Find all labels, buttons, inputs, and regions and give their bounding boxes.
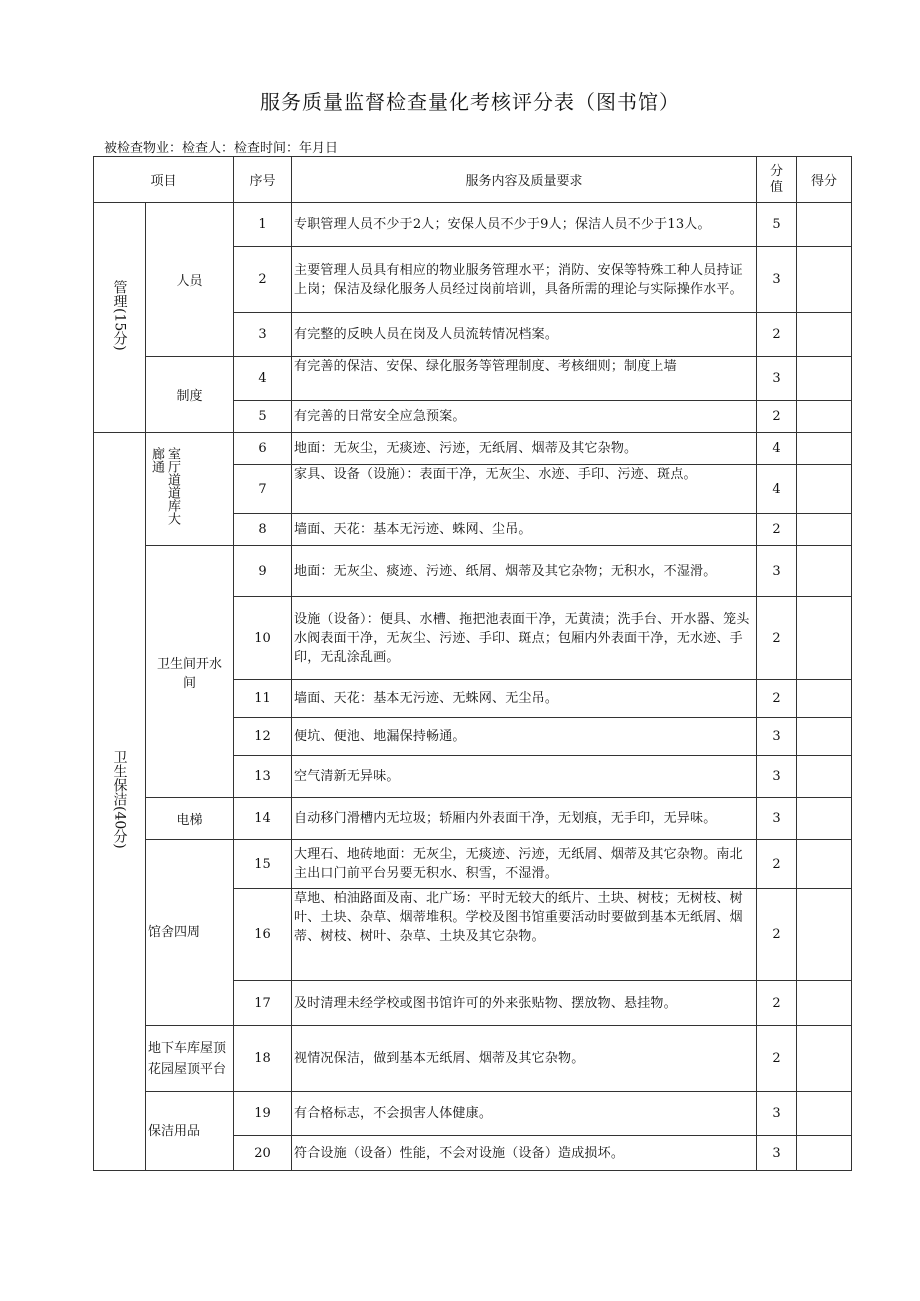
document-title: 服务质量监督检查量化考核评分表（图书馆） [260,90,680,114]
table-row [94,433,852,465]
corridor-label-right: 室厅道道库大 [165,447,180,525]
scoring-table [93,156,852,1171]
row-weight: 3 [757,756,797,798]
table-row [94,840,852,889]
row-weight: 3 [757,718,797,756]
row-no: 2 [234,247,292,313]
row-score-cell[interactable] [797,889,852,981]
section-management-label: 管理(15分) [111,280,128,351]
header-score: 得分 [797,157,852,203]
row-content: 家具、设备（设施）：表面干净，无灰尘、水迹、手印、污迹、斑点。 [292,465,757,514]
row-weight: 2 [757,981,797,1026]
row-score-cell[interactable] [797,981,852,1026]
header-weight-line2: 值 [770,179,784,195]
row-score-cell[interactable] [797,465,852,514]
row-content: 墙面、天花：基本无污迹、无蛛网、无尘吊。 [292,680,757,718]
row-weight: 3 [757,357,797,401]
header-weight [757,157,797,203]
table-row [94,798,852,840]
row-score-cell[interactable] [797,1136,852,1171]
row-content: 及时清理未经学校或图书馆许可的外来张贴物、摆放物、悬挂物。 [292,981,757,1026]
table-row [94,203,852,247]
row-weight: 2 [757,889,797,981]
row-weight: 3 [757,247,797,313]
row-score-cell[interactable] [797,514,852,546]
row-no: 4 [234,357,292,401]
subcategory-supplies: 保洁用品 [146,1092,234,1171]
row-content: 设施（设备）：便具、水槽、拖把池表面干净，无黄渍；洗手台、开水器、笼头水阀表面干净，无灰尘、污迹、手印、斑点；包厢内外表面干净，无水迹、手印，无乱涂乱画。 [292,597,757,680]
header-seq: 序号 [234,157,292,203]
row-content: 专职管理人员不少于2人；安保人员不少于9人；保洁人员不少于13人。 [292,203,757,247]
row-content: 自动移门滑槽内无垃圾；轿厢内外表面干净，无划痕，无手印，无异味。 [292,798,757,840]
header-item: 项目 [94,157,234,203]
row-score-cell[interactable] [797,597,852,680]
row-no: 14 [234,798,292,840]
subcategory-surroundings: 馆舍四周 [146,840,234,1026]
row-content: 墙面、天花：基本无污迹、蛛网、尘吊。 [292,514,757,546]
row-score-cell[interactable] [797,756,852,798]
row-no: 13 [234,756,292,798]
row-content: 大理石、地砖地面：无灰尘，无痰迹、污迹，无纸屑、烟蒂及其它杂物。南北主出口门前平台另要无积水、积雪，不湿滑。 [292,840,757,889]
row-no: 11 [234,680,292,718]
section-management [94,203,146,433]
row-score-cell[interactable] [797,546,852,597]
section-cleaning-label: 卫生保洁(40分) [111,750,128,849]
row-no: 18 [234,1026,292,1092]
row-weight: 2 [757,514,797,546]
header-weight-line1: 分 [770,163,784,179]
row-content: 视情况保洁，做到基本无纸屑、烟蒂及其它杂物。 [292,1026,757,1092]
row-no: 20 [234,1136,292,1171]
row-content: 有完整的反映人员在岗及人员流转情况档案。 [292,313,757,357]
inspection-info-line: 被检查物业：检查人：检查时间：年月日 [104,141,339,156]
row-no: 6 [234,433,292,465]
row-no: 7 [234,465,292,514]
subcategory-garage: 地下车库屋顶花园屋顶平台 [146,1026,234,1092]
row-weight: 2 [757,401,797,433]
header-row [94,157,852,203]
header-content: 服务内容及质量要求 [292,157,757,203]
row-no: 19 [234,1092,292,1136]
row-weight: 2 [757,1026,797,1092]
subcategory-system: 制度 [146,357,234,433]
row-score-cell[interactable] [797,798,852,840]
row-content: 地面：无灰尘，无痰迹、污迹，无纸屑、烟蒂及其它杂物。 [292,433,757,465]
corridor-label-left: 廊通 [149,447,164,473]
table-row [94,1092,852,1136]
row-weight: 5 [757,203,797,247]
row-content: 空气清新无异味。 [292,756,757,798]
row-score-cell[interactable] [797,680,852,718]
row-content: 草地、柏油路面及南、北广场：平时无较大的纸片、土块、树枝；无树枝、树叶、土块、杂草、烟蒂堆积。学校及图书馆重要活动时要做到基本无纸屑、烟蒂、树枝、树叶、杂草、土块及其它杂物。 [292,889,757,981]
row-no: 17 [234,981,292,1026]
row-weight: 3 [757,1136,797,1171]
table-row [94,357,852,401]
subcategory-personnel: 人员 [146,203,234,357]
row-score-cell[interactable] [797,313,852,357]
row-content: 有完善的日常安全应急预案。 [292,401,757,433]
row-no: 15 [234,840,292,889]
row-content: 有完善的保洁、安保、绿化服务等管理制度、考核细则；制度上墙 [292,357,757,401]
row-score-cell[interactable] [797,433,852,465]
row-score-cell[interactable] [797,1092,852,1136]
subcategory-toilet: 卫生间开水间 [146,546,234,798]
row-score-cell[interactable] [797,203,852,247]
row-no: 16 [234,889,292,981]
row-score-cell[interactable] [797,401,852,433]
row-content: 符合设施（设备）性能，不会对设施（设备）造成损坏。 [292,1136,757,1171]
row-weight: 4 [757,433,797,465]
table-row [94,1026,852,1092]
row-content: 有合格标志，不会损害人体健康。 [292,1092,757,1136]
table-row [94,546,852,597]
row-weight: 2 [757,840,797,889]
row-score-cell[interactable] [797,357,852,401]
row-score-cell[interactable] [797,247,852,313]
row-content: 地面：无灰尘、痰迹、污迹、纸屑、烟蒂及其它杂物；无积水，不湿滑。 [292,546,757,597]
row-weight: 2 [757,680,797,718]
subcategory-elevator: 电梯 [146,798,234,840]
row-content: 便坑、便池、地漏保持畅通。 [292,718,757,756]
row-no: 5 [234,401,292,433]
row-score-cell[interactable] [797,718,852,756]
row-weight: 3 [757,1092,797,1136]
subcategory-corridor [146,433,234,546]
row-score-cell[interactable] [797,840,852,889]
section-cleaning [94,433,146,1171]
row-no: 9 [234,546,292,597]
row-no: 10 [234,597,292,680]
row-no: 1 [234,203,292,247]
corridor-label-group [146,433,233,545]
row-weight: 2 [757,313,797,357]
row-weight: 3 [757,798,797,840]
row-score-cell[interactable] [797,1026,852,1092]
row-weight: 3 [757,546,797,597]
row-weight: 4 [757,465,797,514]
row-no: 3 [234,313,292,357]
row-no: 12 [234,718,292,756]
row-no: 8 [234,514,292,546]
row-weight: 2 [757,597,797,680]
row-content: 主要管理人员具有相应的物业服务管理水平；消防、安保等特殊工种人员持证上岗；保洁及绿化服务人员经过岗前培训，具备所需的理论与实际操作水平。 [292,247,757,313]
